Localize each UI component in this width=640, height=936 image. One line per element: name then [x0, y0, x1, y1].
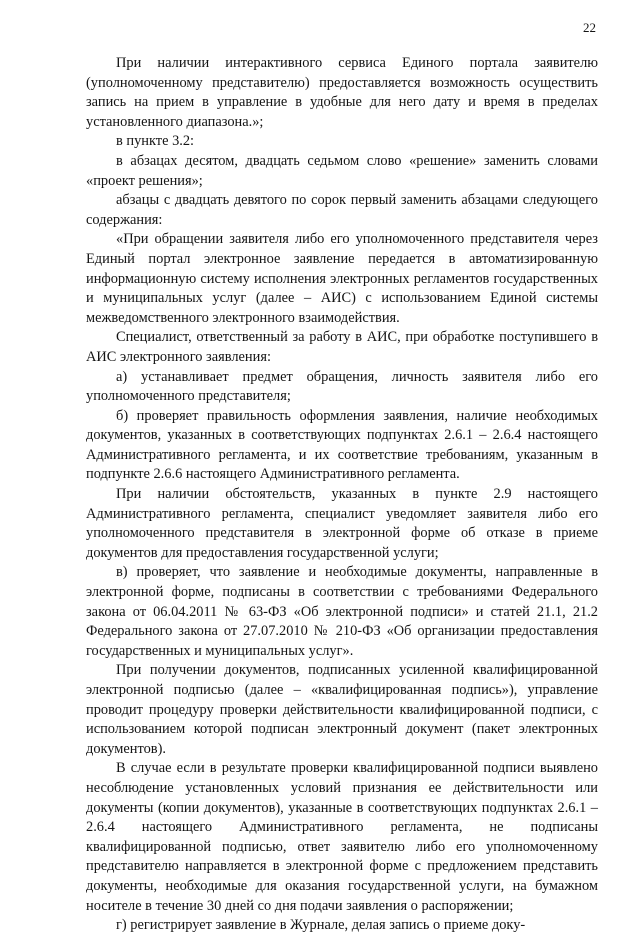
paragraph-item-b: б) проверяет правильность оформления заявления, наличие необходимых документов, указанных в соответствующих подпунктах 2.6.1 – 2.6.4 настоящего Административного регламента, и их соответствие требованиям, указанным в подпункте 2.6.6 настоящего Административного регламента.: [86, 407, 598, 483]
paragraph-item-a: а) устанавливает предмет обращения, личность заявителя либо его уполномоченного представителя;: [86, 368, 598, 405]
paragraph-refusal-notice: При наличии обстоятельств, указанных в пункте 2.9 настоящего Административного регламента, специалист уведомляет заявителя либо его уполномоченного представителя в электронной форме об отказе в приеме документов для предоставления государственной услуги;: [86, 486, 598, 561]
paragraph-portal-application: «При обращении заявителя либо его уполномоченного представителя через Единый портал электронное заявление передается в автоматизированную информационную систему исполнения электронных регламентов государственных и муниципальных услуг (далее – АИС) с использованием Единой системы межведомственного электронного взаимодействия.: [86, 231, 598, 326]
paragraph-signature-check-result: В случае если в результате проверки квалифицированной подписи выявлено несоблюдение установленных условий признания ее действительности или документы (копии документов), указанные в соответствующих подпунктах 2.6.1 – 2.6.4 настоящего Административного регламента, не подписаны квалифицированной подписью, ответ заявителю либо его уполномоченному представителю направляется в электронной форме с предложением представить документы, необходимые для оказания государственной услуги, на бумажном носителе в течение 30 дней со дня подачи заявления о распоряжении;: [86, 760, 598, 914]
paragraph-specialist-ais: Специалист, ответственный за работу в АИС, при обработке поступившего в АИС электронного заявления:: [86, 329, 598, 365]
document-body: [86, 54, 598, 936]
paragraph-replace-word: в абзацах десятом, двадцать седьмом слово «решение» заменить словами «проект решения»;: [86, 152, 598, 189]
paragraph-qualified-signature: При получении документов, подписанных усиленной квалифицированной электронной подписью (далее – «квалифицированная подпись»), управление проводит процедуру проверки действительности квалифицированной подписи, с использованием которой подписан электронный документ (пакет электронных документов).: [86, 662, 598, 757]
paragraph-interactive-service: При наличии интерактивного сервиса Единого портала заявителю (уполномоченному представителю) предоставляется возможность осуществить запись на прием в управление в удобные для него дату и время в пределах установленного диапазона.»;: [86, 55, 598, 130]
paragraph-item-3-2: в пункте 3.2:: [116, 133, 195, 150]
paragraph-replace-paragraphs: абзацы с двадцать девятого по сорок первый заменить абзацами следующего содержания:: [86, 192, 598, 228]
paragraph-item-g: г) регистрирует заявление в Журнале, делая запись о приеме доку-: [116, 917, 526, 934]
paragraph-item-v: в) проверяет, что заявление и необходимые документы, направленные в электронной форме, подписаны в соответствии с требованиями Федерального закона от 06.04.2011 № 63-ФЗ «Об электронной подписи» и статей 21.1, 21.2 Федерального закона от 27.07.2010 № 210-ФЗ «Об организации предоставления государственных и муниципальных услуг».: [86, 564, 598, 659]
page-number: 22: [583, 20, 596, 35]
